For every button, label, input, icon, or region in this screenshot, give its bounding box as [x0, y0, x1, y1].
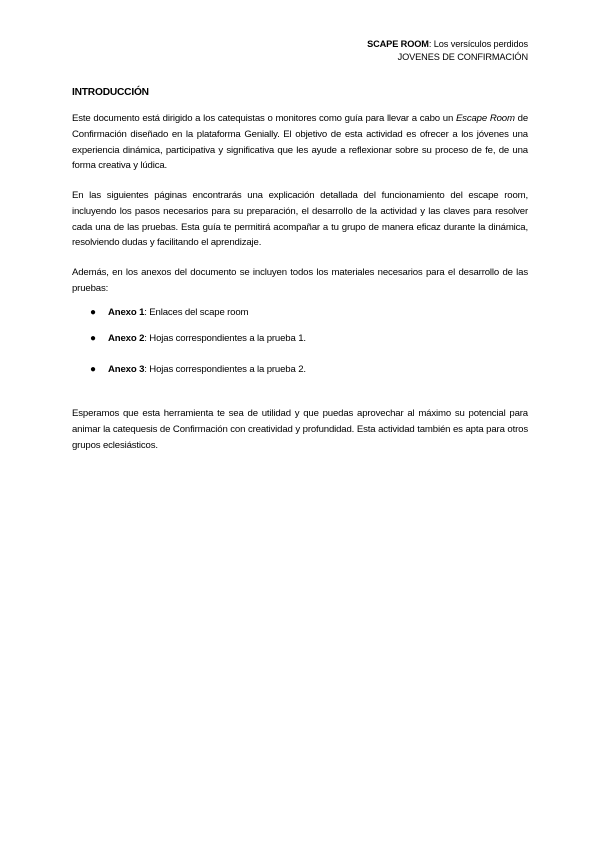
paragraph-annexes: Además, en los anexos del documento se incluyen todos los materiales necesarios para el desarrollo de las pruebas: — [72, 267, 528, 294]
annex-text: : Hojas correspondientes a la prueba 2. — [144, 364, 306, 375]
bullet-icon: ● — [90, 333, 96, 344]
section-title: INTRODUCCIÓN — [72, 87, 149, 98]
header-line-1 — [367, 38, 528, 51]
list-item-annex-1 — [90, 306, 248, 320]
paragraph-description: En las siguientes páginas encontrarás una explicación detallada del funcionamiento del escape room, incluyendo los pasos necesarios para su preparación, el desarrollo de la actividad y las claves para resolver cada una de las pruebas. Esta guía te permitirá acompañar a tu grupo de manera eficaz durante la dinámica, resolviendo dudas y facilitando el aprendizaje. — [72, 190, 528, 249]
header-subtitle: : Los versículos perdidos — [428, 39, 528, 49]
annex-label: Anexo 2 — [108, 333, 145, 344]
header-title: SCAPE ROOM — [367, 39, 429, 49]
bullet-icon: ● — [90, 307, 96, 318]
para1-italic: Escape Room — [455, 113, 515, 124]
paragraph-closing: Esperamos que esta herramienta te sea de utilidad y que puedas aprovechar al máximo su potencial para animar la catequesis de Confirmación con creatividad y profundidad. Esta actividad también es apta para otros grupos eclesiásticos. — [72, 408, 528, 451]
page-header — [367, 38, 528, 64]
annex-label: Anexo 3 — [108, 364, 145, 375]
annex-text: : Enlaces del scape room — [144, 307, 249, 318]
paragraph-intro — [72, 111, 528, 174]
annex-text: : Hojas correspondientes a la prueba 1. — [144, 333, 306, 344]
para1-part2: de Confirmación diseñado en la plataforma Genially. El objetivo de esta actividad es ofrecer a los jóvenes una experiencia dinámica, participativa y significativa que les ayude a reflexionar sobre su proceso de fe, de una forma creativa y lúdica. — [72, 113, 528, 172]
header-line-2: JOVENES DE CONFIRMACIÓN — [397, 52, 528, 62]
bullet-icon: ● — [90, 364, 96, 375]
list-item-annex-3 — [90, 363, 306, 377]
para1-part1: Este documento está dirigido a los catequistas o monitores como guía para llevar a cabo un — [72, 113, 456, 124]
list-item-annex-2 — [90, 332, 306, 346]
annex-label: Anexo 1 — [108, 307, 145, 318]
